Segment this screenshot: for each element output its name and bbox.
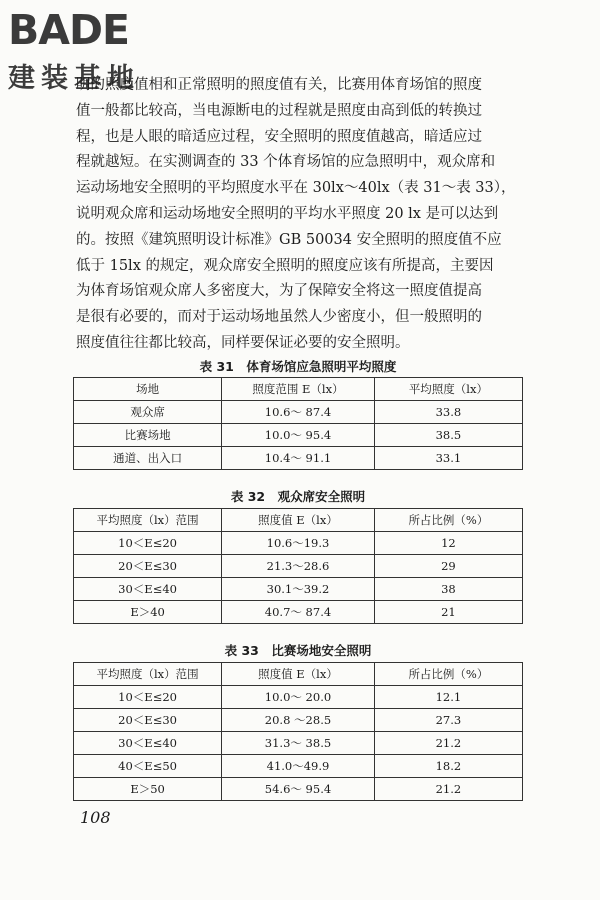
table-cell: 10.6～19.3 <box>222 532 375 555</box>
table-cell: 33.8 <box>374 401 522 424</box>
table-row <box>74 686 523 709</box>
paragraph-line: 明的照度值相和正常照明的照度值有关，比赛用体育场馆的照度 <box>76 77 482 93</box>
table-row <box>74 755 523 778</box>
paragraph-line: 的。按照《建筑照明设计标准》GB 50034 安全照明的照度值不应 <box>76 231 502 248</box>
paragraph-line: 程，也是人眼的暗适应过程，安全照明的照度值越高，暗适应过 <box>76 128 482 145</box>
page-number: 108 <box>80 808 111 827</box>
table-32 <box>73 508 523 624</box>
table-header-cell: 所占比例（%） <box>374 509 522 532</box>
table-cell: 21 <box>374 601 522 624</box>
table-header-row <box>74 509 523 532</box>
table-row <box>74 601 523 624</box>
table-row <box>74 555 523 578</box>
paragraph-line: 为体育场馆观众席人多密度大，为了保障安全将这一照度值提高 <box>76 283 482 300</box>
table-header-cell: 照度值 E（lx） <box>222 663 375 686</box>
table-cell: 21.2 <box>374 778 522 801</box>
table-cell: 21.2 <box>374 732 522 755</box>
table-cell: 30＜E≤40 <box>74 732 222 755</box>
table-cell: 33.1 <box>374 447 522 470</box>
table-cell: 27.3 <box>374 709 522 732</box>
table-row <box>74 401 523 424</box>
table-cell: 通道、出入口 <box>74 447 222 470</box>
table-cell: 40＜E≤50 <box>74 755 222 778</box>
table-header-cell: 场地 <box>74 378 222 401</box>
table-row <box>74 424 523 447</box>
table-cell: 20＜E≤30 <box>74 709 222 732</box>
table-cell: 20＜E≤30 <box>74 555 222 578</box>
table-cell: 21.3～28.6 <box>222 555 375 578</box>
paragraph-line: 是很有必要的，而对于运动场地虽然人少密度小，但一般照明的 <box>76 309 482 326</box>
paragraph-line: 值一般都比较高，当电源断电的过程就是照度由高到低的转换过 <box>76 102 482 119</box>
table-33 <box>73 662 523 801</box>
table-cell: 12.1 <box>374 686 522 709</box>
table-header-cell: 所占比例（%） <box>374 663 522 686</box>
table-33-caption: 表 33 比赛场地安全照明 <box>224 643 372 658</box>
table-31 <box>73 377 523 470</box>
table-cell: 10.0～ 95.4 <box>222 424 375 447</box>
table-cell: 38 <box>374 578 522 601</box>
table-cell: 30.1～39.2 <box>222 578 375 601</box>
logo-subtitle: 建装基地 <box>8 63 140 94</box>
table-32-caption: 表 32 观众席安全照明 <box>230 489 366 504</box>
paragraph-line: 低于 15lx 的规定，观众席安全照明的照度应该有所提高，主要因 <box>76 257 494 274</box>
paragraph-line: 照度值往往都比较高，同样要保证必要的安全照明。 <box>76 334 410 351</box>
table-row <box>74 732 523 755</box>
table-cell: E＞40 <box>74 601 222 624</box>
table-cell: 10.6～ 87.4 <box>222 401 375 424</box>
table-cell: 比赛场地 <box>74 424 222 447</box>
table-row <box>74 447 523 470</box>
table-cell: 31.3～ 38.5 <box>222 732 375 755</box>
paragraph-line: 程就越短。在实测调查的 33 个体育场馆的应急照明中，观众席和 <box>76 154 496 171</box>
paragraph-line: 运动场地安全照明的平均照度水平在 30lx～40lx（表 31～表 33）， <box>76 180 516 197</box>
table-cell: 10.0～ 20.0 <box>222 686 375 709</box>
table-cell: 12 <box>374 532 522 555</box>
table-header-cell: 平均照度（lx） <box>374 378 522 401</box>
table-header-cell: 平均照度（lx）范围 <box>74 509 222 532</box>
table-header-cell: 平均照度（lx）范围 <box>74 663 222 686</box>
table-cell: E＞50 <box>74 778 222 801</box>
table-cell: 10＜E≤20 <box>74 686 222 709</box>
logo-wordmark: BADE <box>8 6 130 54</box>
table-cell: 41.0～49.9 <box>222 755 375 778</box>
table-header-row <box>74 378 523 401</box>
table-cell: 10＜E≤20 <box>74 532 222 555</box>
table-cell: 10.4～ 91.1 <box>222 447 375 470</box>
table-cell: 29 <box>374 555 522 578</box>
table-row <box>74 709 523 732</box>
table-row <box>74 578 523 601</box>
table-cell: 54.6～ 95.4 <box>222 778 375 801</box>
table-row <box>74 778 523 801</box>
table-cell: 40.7～ 87.4 <box>222 601 375 624</box>
body-paragraph <box>76 73 522 357</box>
table-row <box>74 532 523 555</box>
table-cell: 38.5 <box>374 424 522 447</box>
table-header-cell: 照度范围 E（lx） <box>222 378 375 401</box>
table-cell: 观众席 <box>74 401 222 424</box>
table-cell: 30＜E≤40 <box>74 578 222 601</box>
paragraph-line: 说明观众席和运动场地安全照明的平均水平照度 20 lx 是可以达到 <box>76 205 499 222</box>
table-cell: 20.8 ～28.5 <box>222 709 375 732</box>
table-31-caption: 表 31 体育场馆应急照明平均照度 <box>199 359 397 374</box>
table-header-row <box>74 663 523 686</box>
table-cell: 18.2 <box>374 755 522 778</box>
table-header-cell: 照度值 E（lx） <box>222 509 375 532</box>
